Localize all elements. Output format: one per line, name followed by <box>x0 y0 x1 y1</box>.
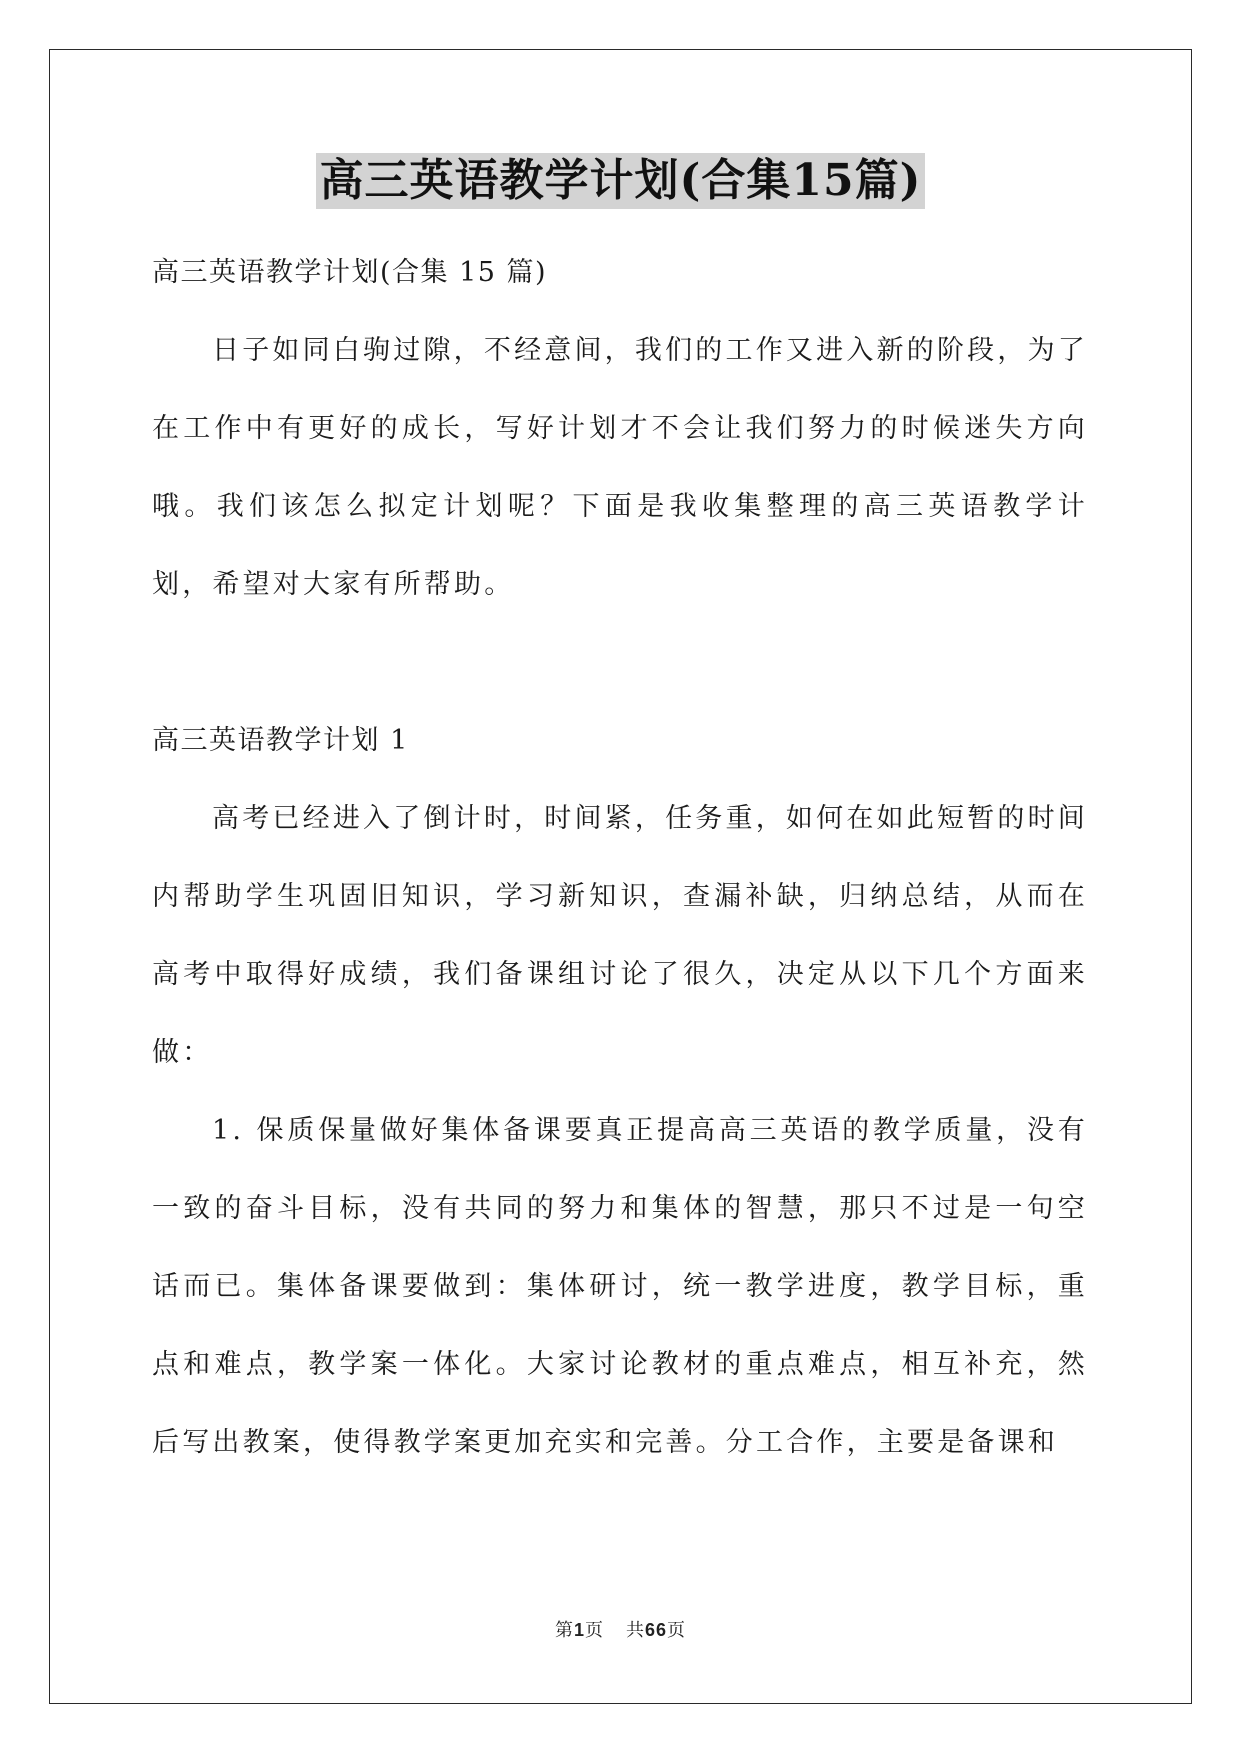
body-paragraph: 高考已经进入了倒计时，时间紧，任务重，如何在如此短暂的时间内帮助学生巩固旧知识，学习新知识，查漏补缺，归纳总结，从而在高考中取得好成绩，我们备课组讨论了很久，决定从以下几个方面来做： <box>152 803 1088 1068</box>
document-title: 高三英语教学计划(合集15篇) <box>316 153 926 209</box>
document-subtitle: 高三英语教学计划(合集 15 篇) <box>152 257 548 288</box>
paragraph-gap <box>152 624 1088 702</box>
intro-paragraph: 日子如同白驹过隙，不经意间，我们的工作又进入新的阶段，为了在工作中有更好的成长，写好计划才不会让我们努力的时候迷失方向哦。我们该怎么拟定计划呢？下面是我收集整理的高三英语教学计划，希望对大家有所帮助。 <box>152 335 1088 600</box>
total-pages: 66 <box>644 1620 668 1640</box>
body-paragraph: 1. 保质保量做好集体备课要真正提高高三英语的教学质量，没有一致的奋斗目标，没有共同的努力和集体的智慧，那只不过是一句空话而已。集体备课要做到：集体研讨，统一教学进度，教学目标，重点和难点，教学案一体化。大家讨论教材的重点难点，相互补充，然后写出教案，使得教学案更加充实和完善。分工合作，主要是备课和 <box>152 1115 1088 1458</box>
page-suffix: 页 <box>584 1620 604 1641</box>
section-heading: 高三英语教学计划 1 <box>152 725 409 756</box>
total-suffix: 页 <box>667 1620 687 1641</box>
page-prefix: 第 <box>554 1620 574 1641</box>
title-container <box>0 153 1241 209</box>
document-body <box>152 234 1088 1482</box>
page-footer <box>0 1618 1241 1643</box>
page-number: 1 <box>573 1620 585 1640</box>
total-prefix: 共 <box>625 1620 645 1641</box>
